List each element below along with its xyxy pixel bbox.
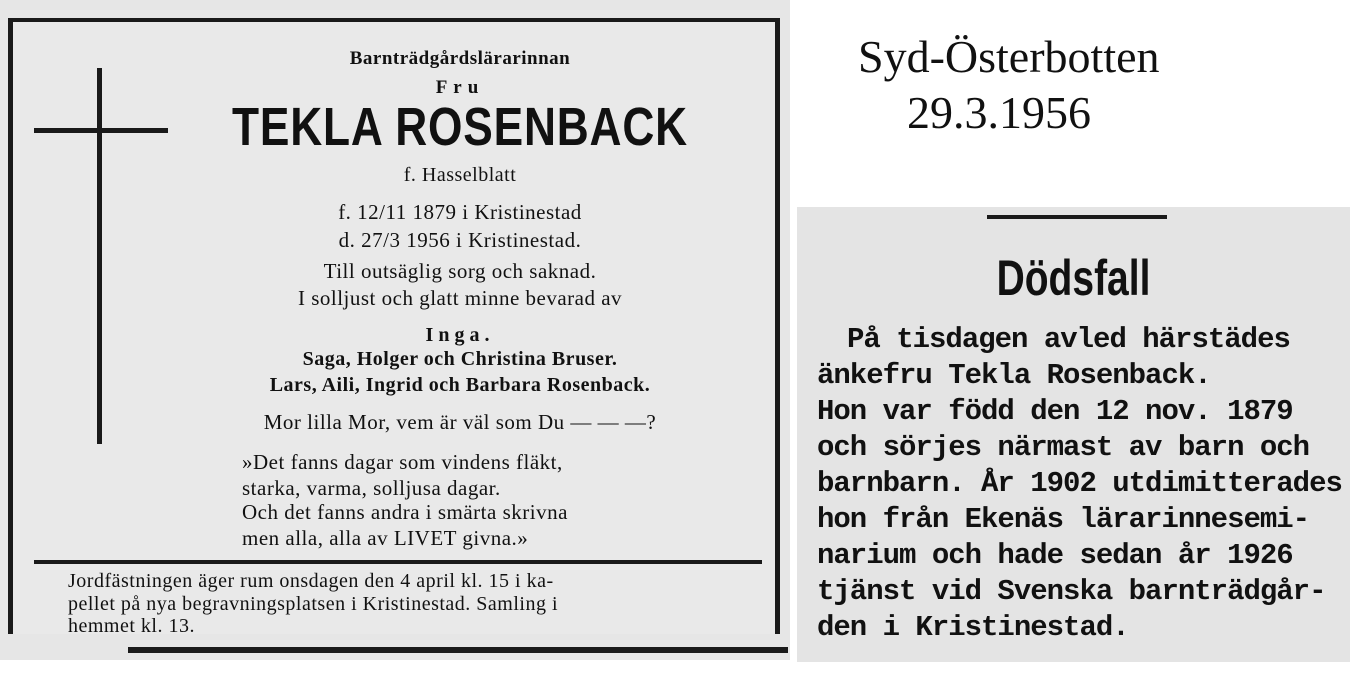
- news-text-line: hon från Ekenäs lärarinnesemi-: [817, 503, 1310, 536]
- notice-death-line: d. 27/3 1956 i Kristinestad.: [338, 228, 582, 252]
- news-text-line: narium och hade sedan år 1926: [817, 539, 1293, 572]
- notice-bottom-border: [128, 647, 788, 653]
- notice-occupation: Barnträdgårdslärarinnan: [349, 48, 571, 69]
- notice-honorific: Fru: [435, 77, 485, 98]
- source-newspaper-name: Syd-Österbotten: [858, 31, 1160, 82]
- notice-birth-line: f. 12/11 1879 i Kristinestad: [338, 200, 582, 224]
- news-divider: [987, 215, 1167, 219]
- notice-deceased-name: TEKLA ROSENBACK: [232, 97, 688, 157]
- news-text-line: änkefru Tekla Rosenback.: [817, 359, 1211, 392]
- source-date: 29.3.1956: [907, 87, 1091, 138]
- news-text-line: På tisdagen avled härstädes: [847, 323, 1290, 356]
- cross-icon-horizontal: [34, 128, 168, 133]
- news-text-line: och sörjes närmast av barn och: [817, 431, 1310, 464]
- notice-question-line: Mor lilla Mor, vem är väl som Du — — —?: [263, 410, 657, 434]
- notice-mourner: Inga.: [425, 324, 495, 346]
- notice-divider: [34, 560, 762, 564]
- notice-mourner: Saga, Holger och Christina Bruser.: [302, 348, 618, 370]
- news-clipping: [797, 207, 1350, 662]
- notice-funeral-line: Jordfästningen äger rum onsdagen den 4 april kl. 15 i ka-: [68, 570, 554, 592]
- notice-poem-line: starka, varma, solljusa dagar.: [242, 476, 501, 500]
- notice-poem-line: Och det fanns andra i smärta skrivna: [242, 500, 568, 524]
- notice-funeral-line: hemmet kl. 13.: [68, 615, 195, 637]
- notice-mourner: Lars, Aili, Ingrid och Barbara Rosenback.: [269, 374, 651, 396]
- news-text-line: den i Kristinestad.: [817, 611, 1129, 644]
- notice-poem-line: men alla, alla av LIVET givna.»: [242, 526, 529, 550]
- notice-poem-line: »Det fanns dagar som vindens fläkt,: [242, 450, 563, 474]
- notice-sorrow-line: Till outsäglig sorg och saknad.: [323, 259, 597, 283]
- cross-icon-vertical: [97, 68, 102, 444]
- notice-maiden-name: f. Hasselblatt: [403, 164, 517, 186]
- news-text-line: tjänst vid Svenska barnträdgår-: [817, 575, 1326, 608]
- notice-funeral-line: pellet på nya begravningsplatsen i Kristinestad. Samling i: [68, 593, 559, 615]
- notice-sorrow-line: I solljust och glatt minne bevarad av: [297, 286, 623, 310]
- news-text-line: barnbarn. År 1902 utdimitterades: [817, 467, 1342, 500]
- news-heading: Dödsfall: [996, 250, 1151, 306]
- news-text-line: Hon var född den 12 nov. 1879: [817, 395, 1293, 428]
